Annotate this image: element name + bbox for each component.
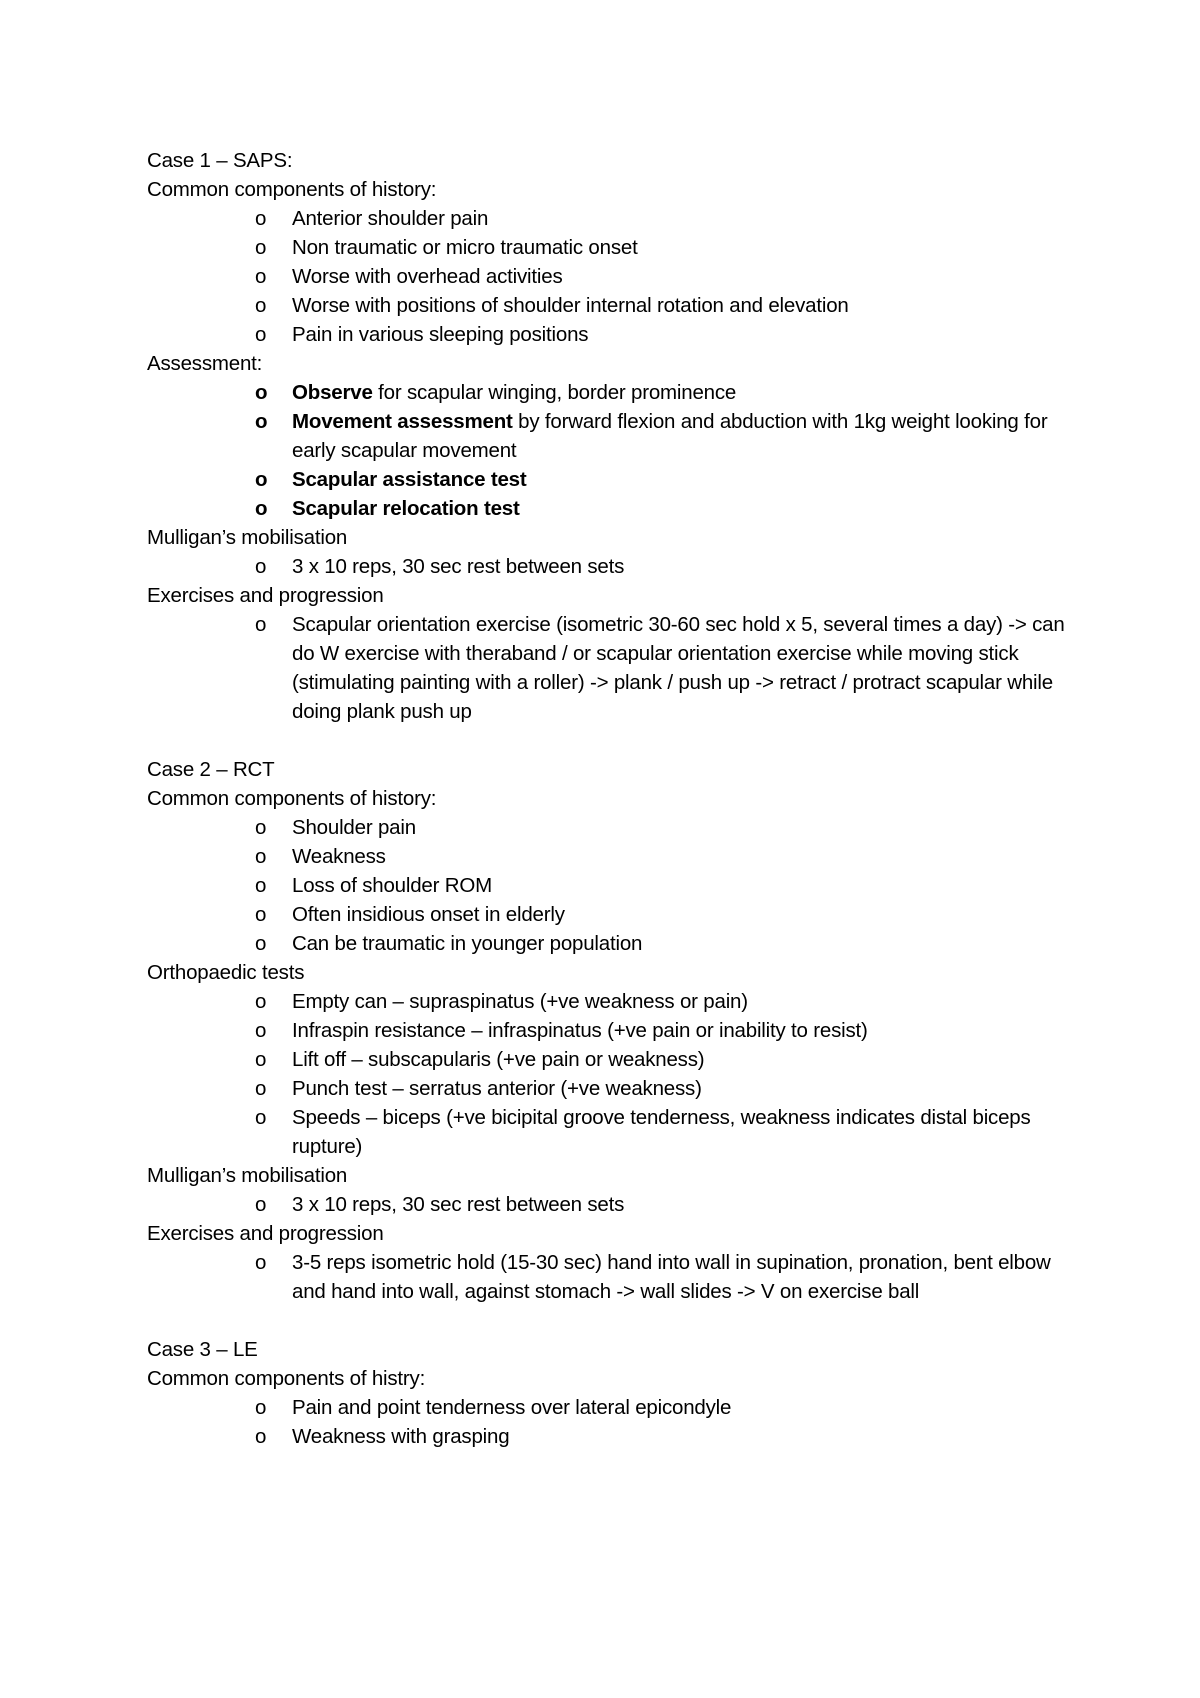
bullet-icon: o [255,555,267,578]
list-item: o Pain in various sleeping positions [147,320,1067,349]
bullet-icon: o [255,1106,267,1129]
bullet-icon: o [255,613,267,636]
list-item: o Scapular orientation exercise (isometric 30-60 sec hold x 5, several times a day) -> can do W exercise with theraband / or scapular orientation exercise while moving stick (stimulating painting with a roller) -> plank / push up -> retract / protract scapular while doing plank push up [147,610,1067,726]
bullet-icon: o [255,497,268,520]
list-item: o Worse with overhead activities [147,262,1067,291]
case-heading: Case 1 – SAPS: [147,149,293,172]
list-item: o Empty can – supraspinatus (+ve weakness or pain) [147,987,1067,1016]
bullet-icon: o [255,845,267,868]
list-item: o 3 x 10 reps, 30 sec rest between sets [147,1190,1067,1219]
bullet-icon: o [255,816,267,839]
section-title: Common components of history: [147,787,437,810]
list-item: o Anterior shoulder pain [147,204,1067,233]
list-item: o Non traumatic or micro traumatic onset [147,233,1067,262]
bullet-icon: o [255,410,268,433]
list-item [147,494,1067,523]
section-title: Exercises and progression [147,584,384,607]
case-heading: Case 2 – RCT [147,758,275,781]
list-item [147,465,1067,494]
document-page [147,146,1067,1451]
list-item: o Weakness [147,842,1067,871]
list-item: o Lift off – subscapularis (+ve pain or weakness) [147,1045,1067,1074]
section-title: Orthopaedic tests [147,961,305,984]
list-item: o Pain and point tenderness over lateral epicondyle [147,1393,1067,1422]
spacer [147,1306,1067,1335]
list-item: o Shoulder pain [147,813,1067,842]
bullet-icon: o [255,1193,267,1216]
item-lead: Observe [292,381,373,404]
list-item: o Speeds – biceps (+ve bicipital groove tenderness, weakness indicates distal biceps rupture) [147,1103,1067,1161]
section-title: Mulligan’s mobilisation [147,526,348,549]
bullet-icon: o [255,207,267,230]
item-text: for scapular winging, border prominence [372,381,737,404]
section-title: Mulligan’s mobilisation [147,1164,348,1187]
item-lead: Scapular assistance test [292,468,527,491]
list-item [147,407,1067,465]
list-item [147,378,1067,407]
section-title: Exercises and progression [147,1222,384,1245]
bullet-icon: o [255,990,267,1013]
bullet-icon: o [255,468,268,491]
case-heading: Case 3 – LE [147,1338,258,1361]
bullet-icon: o [255,381,268,404]
bullet-icon: o [255,1251,267,1274]
bullet-icon: o [255,1077,267,1100]
bullet-icon: o [255,323,267,346]
spacer [147,726,1067,755]
bullet-icon: o [255,294,267,317]
list-item: o Loss of shoulder ROM [147,871,1067,900]
list-item: o Weakness with grasping [147,1422,1067,1451]
bullet-icon: o [255,236,267,259]
item-text: by forward flexion and abduction with 1kg weight looking for early scapular movement [292,410,1048,462]
bullet-icon: o [255,874,267,897]
list-item: o Often insidious onset in elderly [147,900,1067,929]
list-item: o Worse with positions of shoulder internal rotation and elevation [147,291,1067,320]
bullet-icon: o [255,1396,267,1419]
bullet-icon: o [255,903,267,926]
list-item: o Punch test – serratus anterior (+ve weakness) [147,1074,1067,1103]
section-title: Assessment: [147,352,263,375]
bullet-icon: o [255,932,267,955]
item-lead: Movement assessment [292,410,513,433]
list-item: o 3-5 reps isometric hold (15-30 sec) hand into wall in supination, pronation, bent elbow and hand into wall, against stomach -> wall slides -> V on exercise ball [147,1248,1067,1306]
list-item: o Infraspin resistance – infraspinatus (+ve pain or inability to resist) [147,1016,1067,1045]
bullet-icon: o [255,265,267,288]
list-item: o Can be traumatic in younger population [147,929,1067,958]
item-lead: Scapular relocation test [292,497,520,520]
bullet-icon: o [255,1425,267,1448]
section-title: Common components of histry: [147,1367,426,1390]
bullet-icon: o [255,1048,267,1071]
list-item: o 3 x 10 reps, 30 sec rest between sets [147,552,1067,581]
section-title: Common components of history: [147,178,437,201]
bullet-icon: o [255,1019,267,1042]
